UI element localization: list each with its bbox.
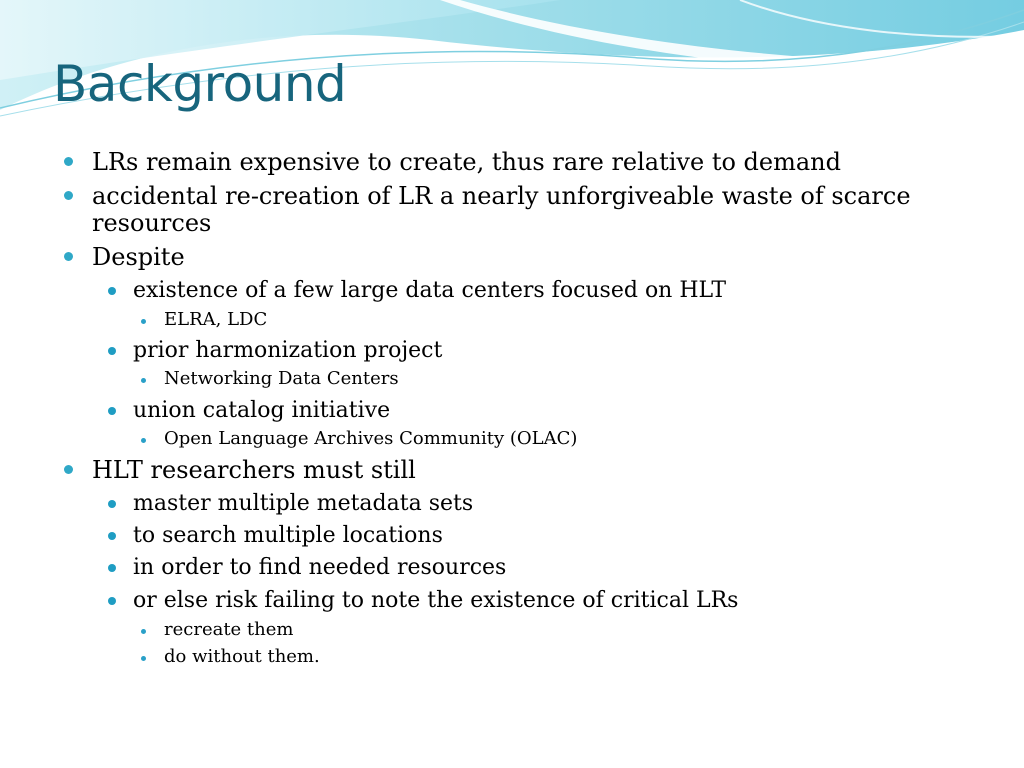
sub-bullet-icon — [108, 564, 116, 572]
slide-title: Background — [53, 55, 347, 113]
bullet-icon — [64, 157, 73, 166]
bullet-icon — [64, 465, 73, 474]
sub-bullet-icon — [108, 407, 116, 415]
sub-sub-bullet-icon — [141, 656, 146, 661]
sub-sub-bullet-item: Open Language Archives Community (OLAC) — [164, 428, 578, 449]
sub-sub-bullet-item: ELRA, LDC — [164, 309, 268, 330]
sub-bullet-item: in order to find needed resources — [133, 555, 507, 580]
bullet-item: HLT researchers must still — [92, 456, 416, 484]
sub-bullet-item: or else risk failing to note the existence of critical LRs — [133, 588, 739, 613]
bullet-item: Despite — [92, 243, 185, 271]
sub-sub-bullet-item: do without them. — [164, 646, 320, 667]
sub-bullet-item: to search multiple locations — [133, 523, 443, 548]
sub-bullet-item: existence of a few large data centers focused on HLT — [133, 278, 727, 303]
sub-bullet-item: master multiple metadata sets — [133, 491, 474, 516]
sub-bullet-icon — [108, 500, 116, 508]
sub-bullet-icon — [108, 597, 116, 605]
bullet-item-continuation: resources — [92, 209, 212, 237]
sub-sub-bullet-icon — [141, 378, 146, 383]
sub-bullet-icon — [108, 347, 116, 355]
bullet-icon — [64, 191, 73, 200]
bullet-icon — [64, 252, 73, 261]
bullet-item: LRs remain expensive to create, thus rare relative to demand — [92, 148, 841, 176]
sub-sub-bullet-item: recreate them — [164, 619, 294, 640]
sub-sub-bullet-icon — [141, 438, 146, 443]
sub-sub-bullet-icon — [141, 629, 146, 634]
sub-bullet-icon — [108, 532, 116, 540]
sub-bullet-icon — [108, 287, 116, 295]
sub-sub-bullet-item: Networking Data Centers — [164, 368, 399, 389]
sub-sub-bullet-icon — [141, 319, 146, 324]
sub-bullet-item: union catalog initiative — [133, 398, 391, 423]
sub-bullet-item: prior harmonization project — [133, 338, 443, 363]
bullet-item: accidental re-creation of LR a nearly unforgiveable waste of scarce — [92, 182, 911, 210]
